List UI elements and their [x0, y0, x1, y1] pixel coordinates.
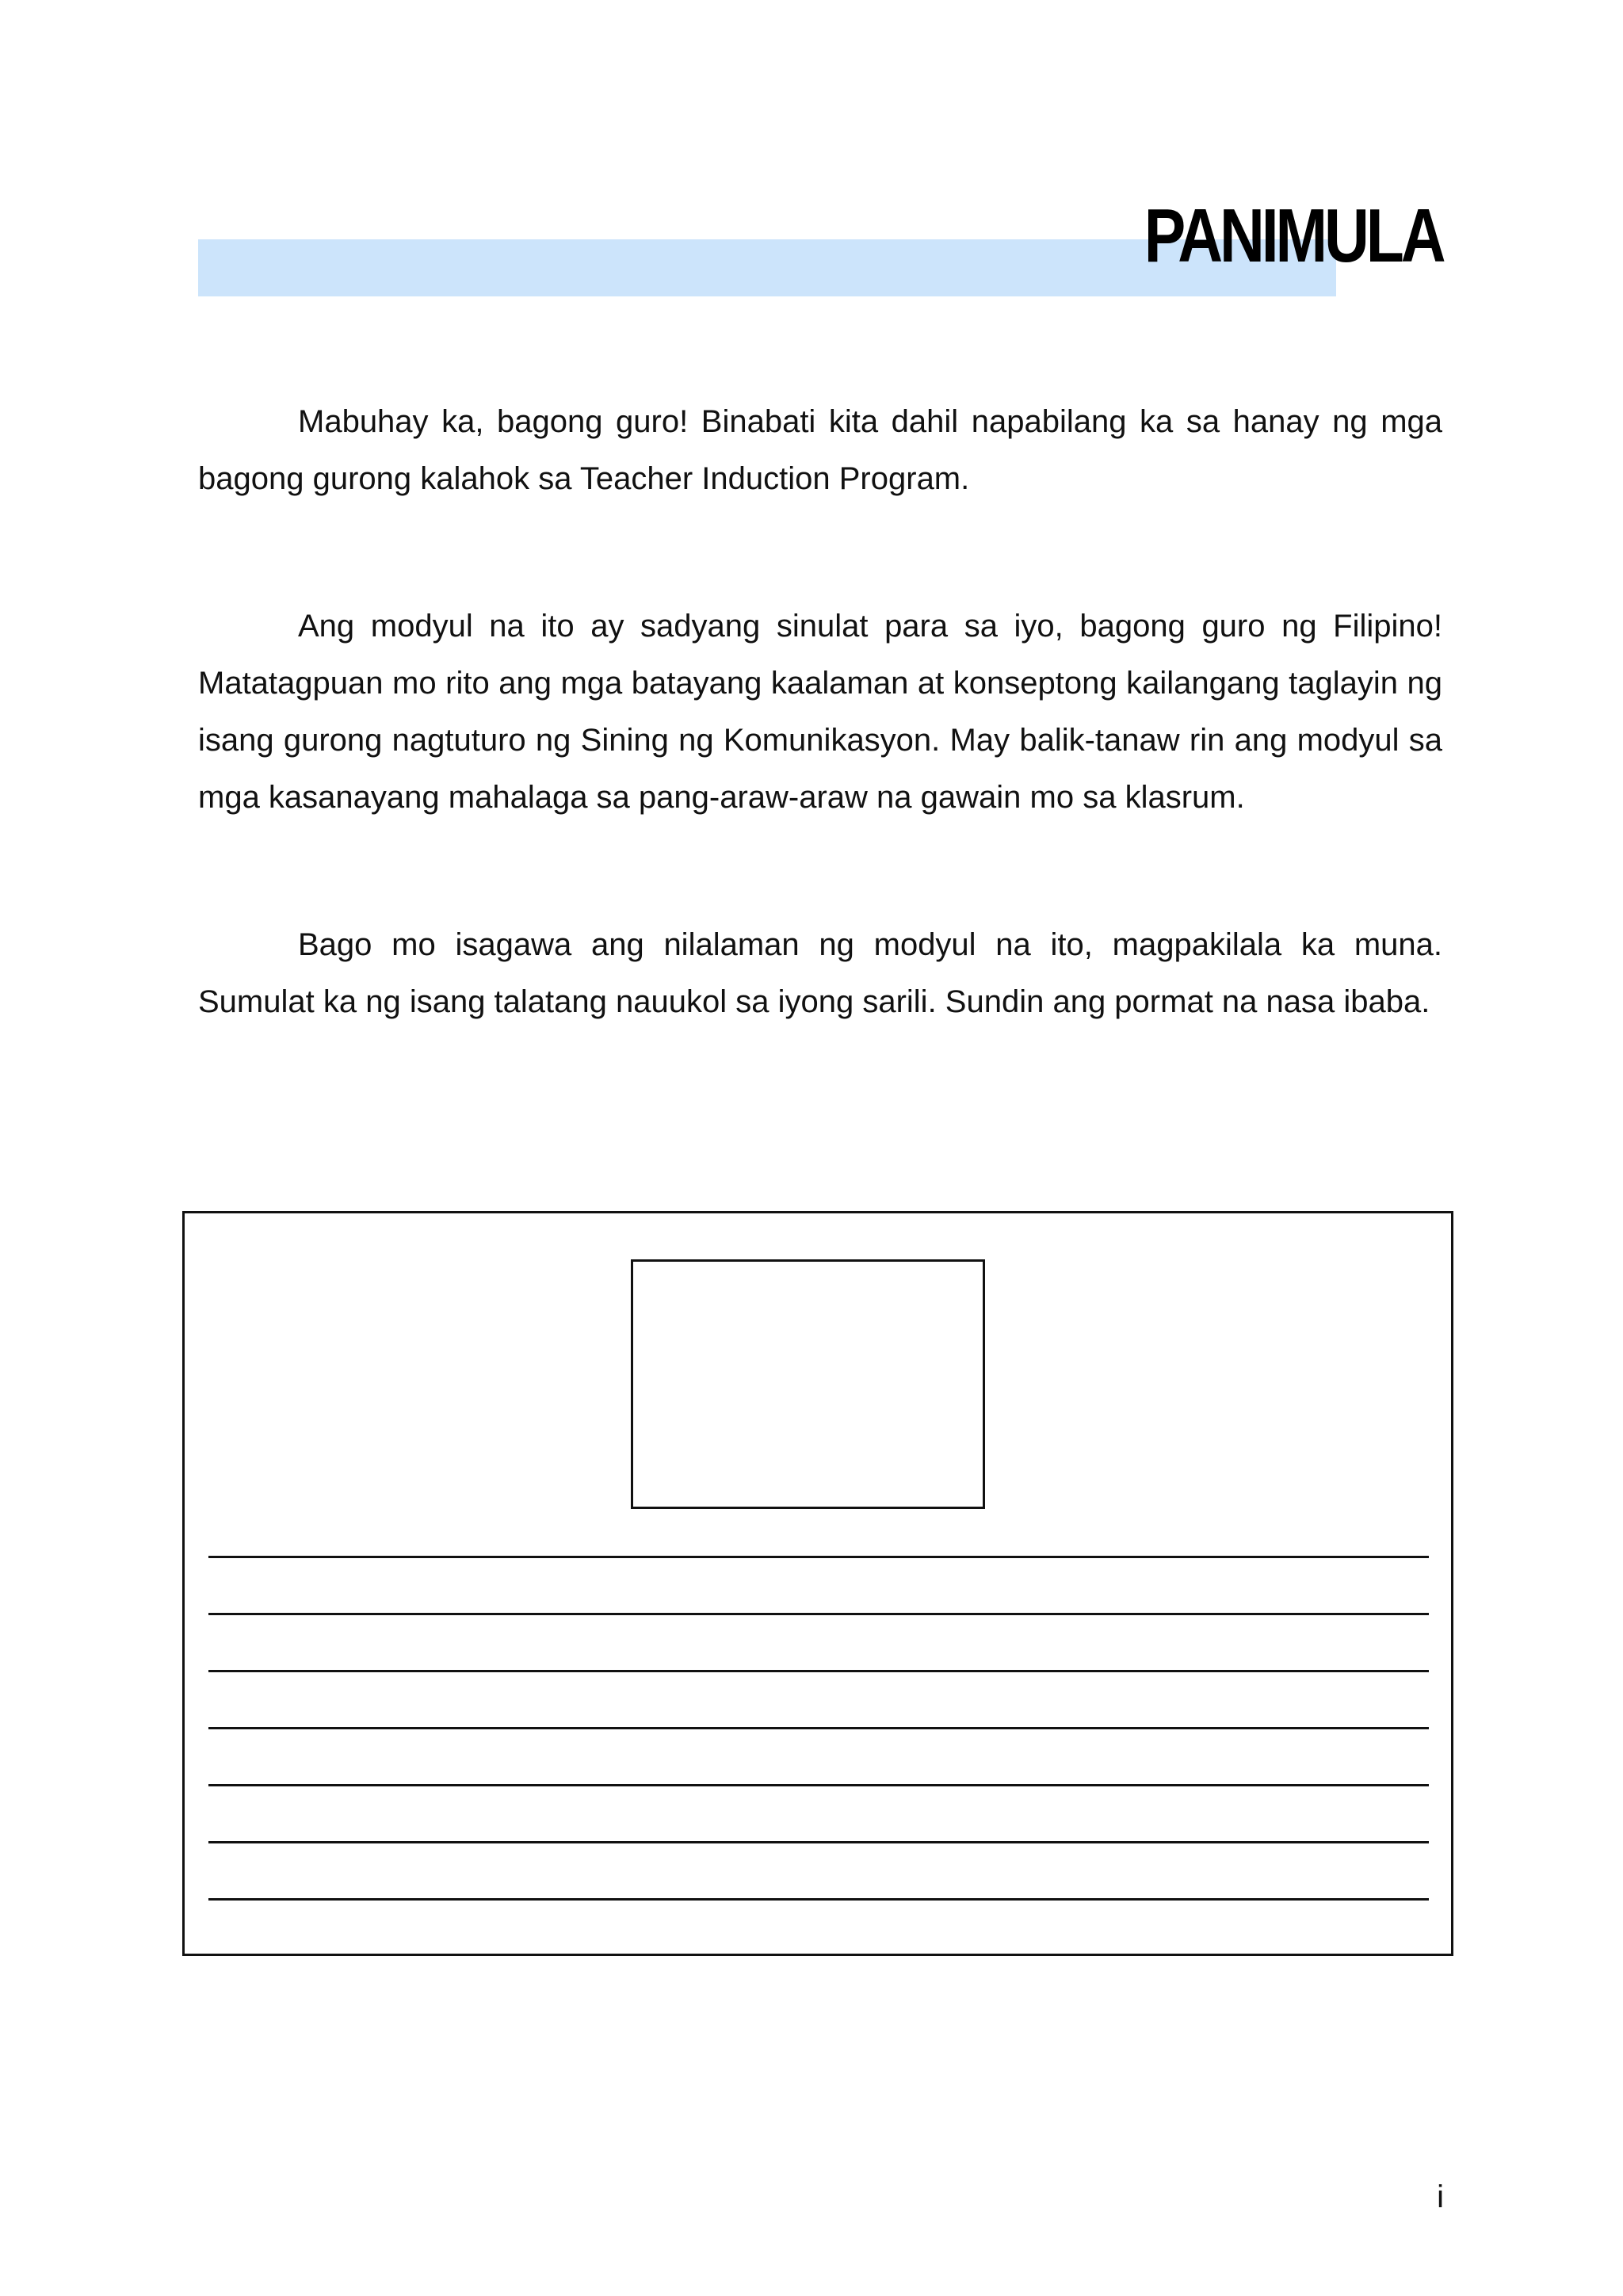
page-number: i [1437, 2179, 1444, 2214]
paragraph-instructions: Bago mo isagawa ang nilalaman ng modyul na ito, magpakilala ka muna. Sumulat ka ng isang talatang nauukol sa iyong sarili. Sundin ang pormat na nasa ibaba. [198, 927, 1442, 1019]
writing-line[interactable] [208, 1898, 1429, 1901]
writing-line[interactable] [208, 1613, 1429, 1615]
writing-line[interactable] [208, 1727, 1429, 1729]
photo-placeholder-box[interactable] [631, 1259, 985, 1509]
writing-line[interactable] [208, 1556, 1429, 1558]
paragraph-welcome: Mabuhay ka, bagong guro! Binabati kita dahil napabilang ka sa hanay ng mga bagong gurong kalahok sa Teacher Induction Program. [198, 404, 1442, 496]
intro-text [198, 393, 1442, 1030]
writing-line[interactable] [208, 1784, 1429, 1786]
writing-line[interactable] [208, 1670, 1429, 1672]
page-title: PANIMULA [1144, 193, 1442, 278]
writing-line[interactable] [208, 1841, 1429, 1843]
paragraph-module-description: Ang modyul na ito ay sadyang sinulat para sa iyo, bagong guro ng Filipino! Matatagpuan mo rito ang mga batayang kaalaman at konseptong kailangang taglayin ng isang gurong nagtuturo ng Sining ng Komunikasyon. May balik-tanaw rin ang modyul sa mga kasanayang mahalaga sa pang-araw-araw na gawain mo sa klasrum. [198, 609, 1442, 815]
self-introduction-form [182, 1211, 1453, 1956]
